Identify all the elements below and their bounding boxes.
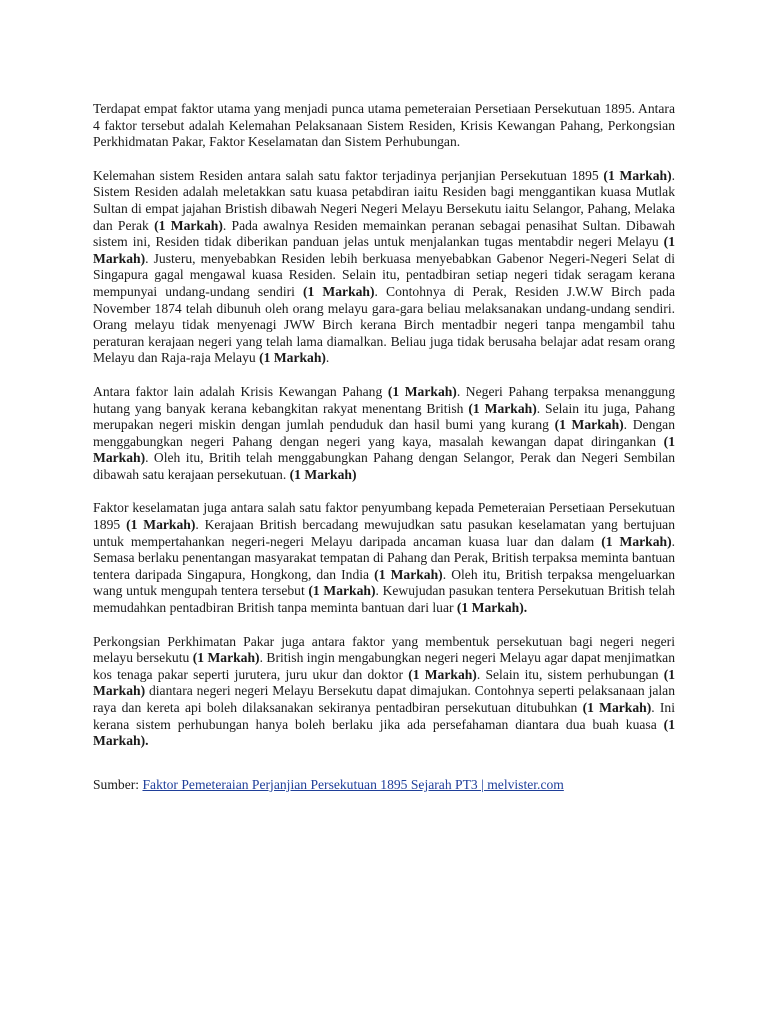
paragraph	[93, 168, 675, 367]
paragraph-text: Perkongsian Perkhimatan Pakar juga antara faktor yang membentuk persekutuan bagi negeri negeri melayu bersekutu	[93, 633, 675, 666]
document-body	[93, 101, 675, 750]
mark-label: (1 Markah)	[93, 666, 676, 699]
paragraph-text: . Selain itu juga, Pahang merupakan negeri miskin dengan jumlah penduduk dan hasil bumi yang kurang	[93, 400, 675, 433]
paragraph-text: . Oleh itu, Britih telah menggabungkan Pahang dengan Selangor, Perak dan Negeri Sembilan dibawah satu kerajaan persekutuan.	[93, 450, 675, 482]
paragraph	[93, 500, 675, 616]
mark-label: (1 Markah)	[289, 466, 357, 482]
paragraph-text: . Contohnya di Perak, Residen J.W.W Birch pada November 1874 telah dibunuh oleh orang melayu gara-gara beliau melaksanakan undang-undang sendiri. Orang melayu tidak menyenagi JWW Birch kerana Birch mentadbir negeri tanpa mengambil tahu peraturan kerajaan negeri yang telah lama diamalkan. Beliau juga tidak berusaha belajar adat resam orang Melayu dan Raja-raja Melayu	[93, 283, 675, 366]
mark-label: (1 Markah)	[126, 517, 196, 533]
mark-label: (1 Markah)	[259, 350, 326, 366]
mark-label: (1 Markah)	[554, 417, 624, 433]
paragraph-text: .	[325, 350, 330, 366]
paragraph-text: . Selain itu, sistem perhubungan	[476, 666, 664, 682]
paragraph-text: Faktor keselamatan juga antara salah satu faktor penyumbang kepada Pemeteraian Persetiaan Persekutuan 1895	[93, 500, 675, 533]
source-label: Sumber:	[93, 776, 143, 792]
paragraph-text: Antara faktor lain adalah Krisis Kewangan Pahang	[93, 383, 388, 399]
mark-label: (1 Markah)	[192, 650, 260, 666]
paragraph-text: . British ingin mengabungkan negeri negeri Melayu agar dapat menjimatkan kos tenaga pakar seperti jurutera, juru ukur dan doktor	[93, 650, 675, 682]
paragraph-text: Kelemahan sistem Residen antara salah satu faktor terjadinya perjanjian Persekutuan 1895	[93, 167, 604, 183]
paragraph-text: . Oleh itu, British terpaksa mengeluarkan wang untuk mengupah tentera tersebut	[93, 566, 676, 599]
mark-label: (1 Markah)	[582, 700, 652, 715]
mark-label: (1 Markah).	[456, 600, 528, 616]
paragraph	[93, 634, 675, 750]
mark-label: (1 Markah)	[93, 234, 675, 266]
paragraph-text: . Kerajaan British bercadang mewujudkan satu pasukan keselamatan yang bertujuan untuk mempertahankan negeri-negeri Melayu daripada ancaman kuasa luar dan dalam	[93, 517, 676, 549]
mark-label: (1 Markah)	[601, 533, 672, 549]
paragraph-text: diantara negeri negeri Melayu Bersekutu dapat dimajukan. Contohnya seperti pelaksanaan jalan raya dan kereta api boleh dilaksanakan sekiranya pentadbiran persekutuan ditubuhkan	[93, 683, 675, 715]
mark-label: (1 Markah)	[468, 400, 537, 416]
mark-label: (1 Markah)	[308, 583, 376, 599]
source-line	[93, 777, 675, 794]
mark-label: (1 Markah)	[408, 666, 477, 682]
paragraph-text: Terdapat empat faktor utama yang menjadi punca utama pemeteraian Persetiaan Persekutuan 1895. Antara 4 faktor tersebut adalah Kelemahan Pelaksanaan Sistem Residen, Krisis Kewangan Pahang, Perkongsian Perkhidmatan Pakar, Faktor Keselamatan dan Sistem Perhubungan.	[93, 101, 675, 150]
paragraph-text: . Semasa berlaku penentangan masyarakat tempatan di Pahang dan Perak, British terpaksa meminta bantuan tentera daripada Singapura, Hongkong, dan India	[93, 533, 676, 582]
mark-label: (1 Markah)	[303, 283, 375, 299]
paragraph	[93, 101, 675, 151]
mark-label: (1 Markah)	[374, 566, 443, 582]
paragraph-text: . Kewujudan pasukan tentera Persekutuan British telah memudahkan pentadbiran British tanpa meminta bantuan dari luar	[93, 583, 675, 616]
source-link[interactable]: Faktor Pemeteraian Perjanjian Persekutuan 1895 Sejarah PT3 | melvister.com	[142, 776, 564, 792]
mark-label: (1 Markah).	[93, 716, 675, 749]
paragraph-text: . Sistem Residen adalah meletakkan satu kuasa petabdiran iaitu Residen bagi menggantikan kuasa Mutlak Sultan di empat jajahan Bristish dibawah Negeri Negeri Melayu Bersekutu iaitu Selangor, Pahang, Melaka dan Perak	[93, 167, 675, 233]
paragraph-text: . Pada awalnya Residen memainkan peranan sebagai penasihat Sultan. Dibawah sistem ini, Residen tidak diberikan panduan jelas untuk menjalankan tugas mentabdir negeri Melayu	[93, 217, 676, 250]
mark-label: (1 Markah)	[154, 217, 223, 233]
paragraph	[93, 384, 675, 484]
mark-label: (1 Markah)	[603, 167, 672, 183]
paragraph-text: . Ini kerana sistem perhubungan hanya boleh berlaku jika ada persefahaman diantara dua buah kuasa	[93, 700, 675, 732]
paragraph-text: . Dengan menggabungkan negeri Pahang dengan negeri yang kaya, masalah kewangan dapat diringankan	[93, 417, 675, 449]
paragraph-text: . Negeri Pahang terpaksa menanggung hutang yang banyak kerana kebangkitan rakyat menentang British	[93, 383, 675, 416]
paragraph-text: . Justeru, menyebabkan Residen lebih berkuasa menyebabkan Gabenor Negeri-Negeri Selat di Singapura gagal mengawal kuasa Residen. Selain itu, pentadbiran setiap negeri tidak seragam kerana mempunyai undang-undang sendiri	[93, 250, 675, 299]
mark-label: (1 Markah)	[93, 433, 675, 466]
mark-label: (1 Markah)	[387, 383, 457, 399]
